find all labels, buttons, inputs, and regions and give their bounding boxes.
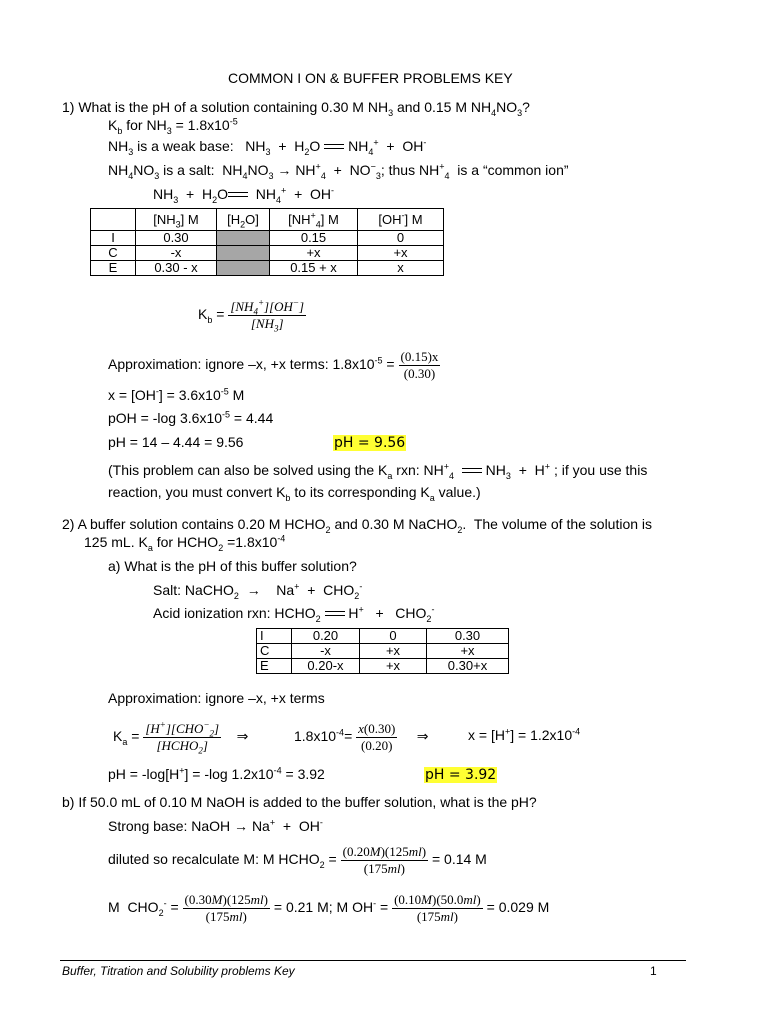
ice-table-2 bbox=[256, 628, 509, 674]
ice-table-1: $[NH_3]$ M $[H_2O]$ $[NH^+_4]$ M [OH-] M I 0.30 0.15 0 C -x +x +x E 0.30 - x 0.15 + x x bbox=[90, 208, 444, 276]
part-b-question: b) If 50.0 mL of 0.10 M NaOH is added to the buffer solution, what is the pH? bbox=[62, 794, 537, 810]
approximation-line: Approximation: ignore –x, +x terms: $1.8x10^{-5}$ = $\frac{(0.15)x}{(0.30)}$ bbox=[108, 348, 439, 381]
strong-base-line: Strong base: NaOH → Na+ + OH- bbox=[108, 817, 323, 834]
ph-line: pH = 14 – 4.44 = 9.56 bbox=[108, 434, 244, 450]
ph-line-2: pH = -log[H+] = -log $1.2x10^{-4} = 3.92$ bbox=[108, 765, 325, 782]
salt-dissociation-line: Salt: NaCHO$_2$ → $Na^+ + CHO_2^-$ bbox=[153, 581, 363, 601]
equilibrium-arrow-icon bbox=[324, 142, 344, 152]
part-a-question: a) What is the pH of this buffer solution? bbox=[108, 558, 357, 574]
page-title: COMMON I ON & BUFFER PROBLEMS KEY bbox=[228, 70, 513, 86]
note-line-1: (This problem can also be solved using the $K_a$ rxn: $NH^+_4$ $NH_3 + H^+$ ; if you use this bbox=[108, 461, 648, 481]
page-number: 1 bbox=[650, 964, 657, 978]
table-row: E 0.20-x +x 0.30+x bbox=[257, 659, 509, 674]
note-line-2: reaction, you must convert $K_b$ to its corresponding $K_a$ value.) bbox=[108, 484, 481, 503]
table-row: C -x +x +x bbox=[257, 644, 509, 659]
ph-answer-highlight-2: pH = 3.92 bbox=[425, 767, 497, 783]
problem-1-kb: $K_b$ for $NH_3 = 1.8x10^{-5}$ bbox=[108, 116, 238, 136]
table-row: I 0.20 0 0.30 bbox=[257, 629, 509, 644]
table-row: C -x +x +x bbox=[91, 246, 444, 261]
poh-line: pOH = -log $3.6x10^{-5} = 4.44$ bbox=[108, 409, 274, 426]
m-hcho2-calc: diluted so recalculate M: M $HCHO_2$ = $\frac{(0.20M)(125ml)}{(175ml)}$ = 0.14 M bbox=[108, 843, 487, 876]
kb-expression: $K_b$ = $\frac{[NH_4^+][OH^-]}{[NH_3]}$ bbox=[198, 297, 305, 334]
footer-divider bbox=[60, 960, 686, 961]
m-cho2-calc: M $CHO_2^-$ = $\frac{(0.30M)(125ml)}{(175ml)}$ = 0.21 M; M OH- = $\frac{(0.10M)(50.0ml)}{(175ml)}$ = 0.029 M bbox=[108, 891, 550, 924]
reaction-line: $NH_3 + H_2O$ $NH_4^+ + OH^-$ bbox=[153, 185, 335, 205]
problem-1-question: 1) What is the pH of a solution containing 0.30 M $NH_3$ and 0.15 M $NH_4NO_3$? bbox=[62, 99, 530, 118]
equilibrium-arrow-icon bbox=[325, 609, 345, 619]
approximation-line-2: Approximation: ignore –x, +x terms bbox=[108, 690, 325, 706]
x-value-line: $x = [OH^-] = 3.6x10^{-5}$ M bbox=[108, 386, 245, 403]
table-row: I 0.30 0.15 0 bbox=[91, 231, 444, 246]
weak-base-line: $NH_3$ is a weak base: $NH_3 + H_2O$ $NH_4^+ + OH^-$ bbox=[108, 137, 427, 157]
salt-line: $NH_4NO_3$ is a salt: $NH_4NO_3 \to NH^+_4 + NO^-_3$; thus $NH^+_4$ is a “common ion” bbox=[108, 161, 569, 181]
ph-answer-highlight: pH = 9.56 bbox=[334, 435, 406, 451]
footer-text: Buffer, Titration and Solubility problems Key bbox=[62, 964, 295, 978]
problem-2-question: 2) A buffer solution contains 0.20 M $HCHO_2$ and 0.30 M NaCHO$_2$. The volume of the solution is bbox=[62, 516, 653, 535]
equilibrium-arrow-icon bbox=[228, 190, 248, 200]
table-row: E 0.30 - x 0.15 + x x bbox=[91, 261, 444, 276]
ka-expression: $K_a$ = $\frac{[H^+][CHO^-_2]}{[HCHO_2]}$ ⇒ bbox=[113, 719, 249, 756]
ka-substitution: $1.8x10^{-4}=$ $\frac{x(0.30)}{(0.20)}$ ⇒ bbox=[294, 720, 429, 753]
h-concentration: $x = [H^+] = 1.2x10^{-4}$ bbox=[468, 726, 581, 743]
acid-ionization-line: Acid ionization rxn: $HCHO_2$ $H^+ + CHO_2^-$ bbox=[153, 604, 435, 624]
equilibrium-arrow-icon bbox=[462, 466, 482, 476]
problem-2-ka: 125 mL. $K_a$ for $HCHO_2 =1.8x10^{-4}$ bbox=[84, 533, 286, 553]
